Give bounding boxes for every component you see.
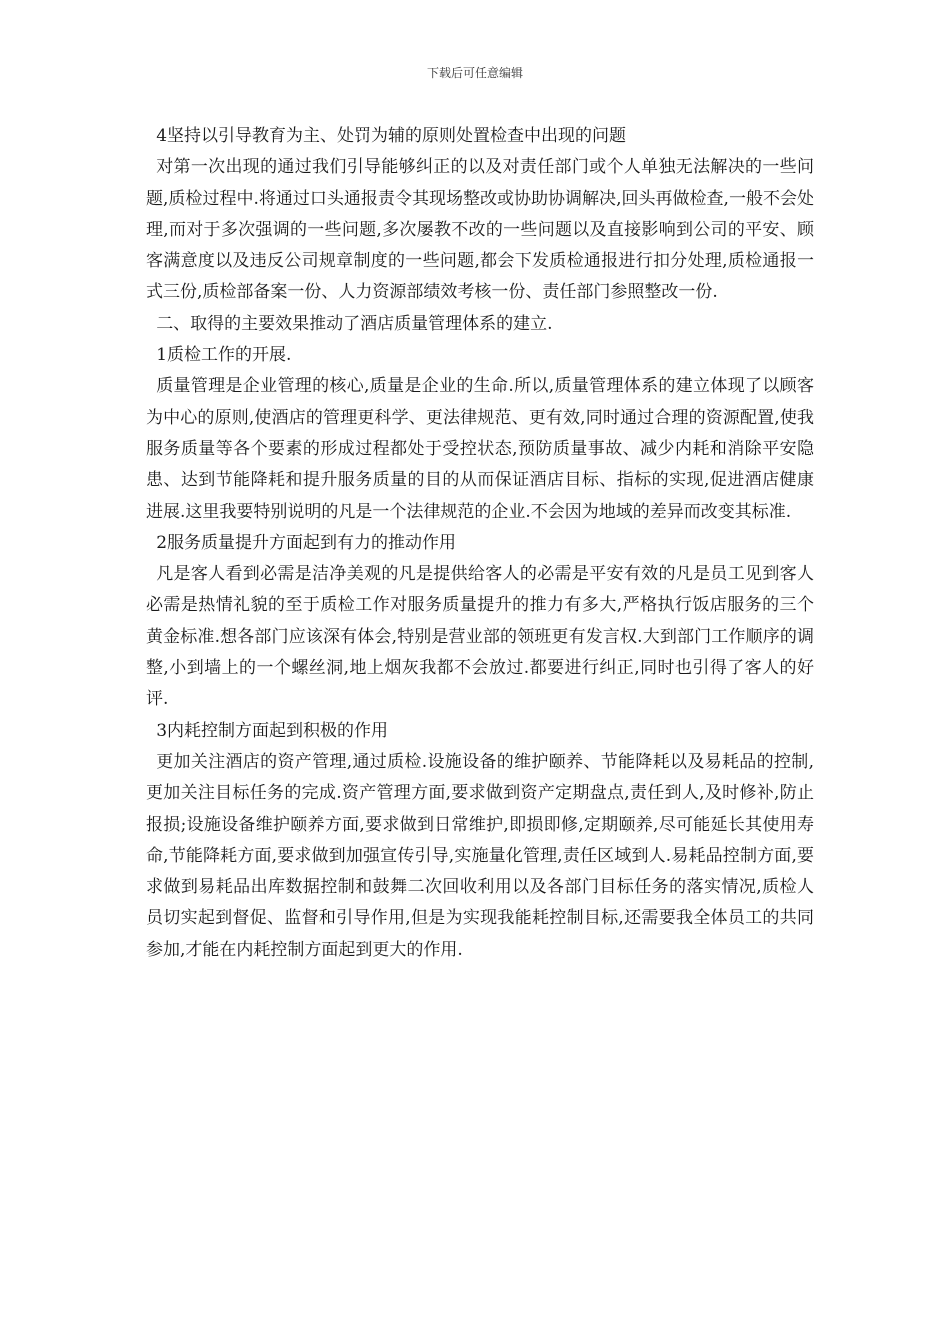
- paragraph-heading-3: 3内耗控制方面起到积极的作用: [156, 720, 389, 741]
- page-header-note: 下载后可任意编辑: [426, 66, 523, 80]
- section-heading-2: 二、取得的主要效果推动了酒店质量管理体系的建立.: [156, 313, 553, 334]
- paragraph-heading-4: 4坚持以引导教育为主、处罚为辅的原则处置检查中出现的问题: [156, 126, 627, 146]
- paragraph-body: 对第一次出现的通过我们引导能够纠正的以及对责任部门或个人单独无法解决的一些问题,质检过程中.将通过口头通报责令其现场整改或协助协调解决,回头再做检查,一般不会处理,而对于多次强调的一些问题,多次屡教不改的一些问题以及直接影响到公司的平安、顾客满意度以及违反公司规章制度的一些问题,都会下发质检通报进行扣分处理,质检通报一式三份,质检部备案一份、人力资源部绩效考核一份、责任部门参照整改一份.: [146, 157, 814, 303]
- document-body: [146, 121, 814, 966]
- paragraph-body: 凡是客人看到必需是洁净美观的凡是提供给客人的必需是平安有效的凡是员工见到客人必需是热情礼貌的至于质检工作对服务质量提升的推力有多大,严格执行饭店服务的三个黄金标准.想各部门应该深有体会,特别是营业部的领班更有发言权.大到部门工作顺序的调整,小到墙上的一个螺丝洞,地上烟灰我都不会放过.都要进行纠正,同时也引得了客人的好评.: [146, 564, 814, 710]
- paragraph-body: 质量管理是企业管理的核心,质量是企业的生命.所以,质量管理体系的建立体现了以顾客为中心的原则,使酒店的管理更科学、更法律规范、更有效,同时通过合理的资源配置,使我服务质量等各个要素的形成过程都处于受控状态,预防质量事故、减少内耗和消除平安隐患、达到节能降耗和提升服务质量的目的从而保证酒店目标、指标的实现,促进酒店健康进展.这里我要特别说明的凡是一个法律规范的企业.不会因为地域的差异而改变其标准.: [146, 376, 814, 522]
- paragraph-heading-1: 1质检工作的开展.: [156, 345, 292, 366]
- paragraph-heading-2: 2服务质量提升方面起到有力的推动作用: [156, 532, 457, 553]
- paragraph-body: 更加关注酒店的资产管理,通过质检.设施设备的维护颐养、节能降耗以及易耗品的控制,更加关注目标任务的完成.资产管理方面,要求做到资产定期盘点,责任到人,及时修补,防止报损;设施设备维护颐养方面,要求做到日常维护,即损即修,定期颐养,尽可能延长其使用寿命,节能降耗方面,要求做到加强宣传引导,实施量化管理,责任区域到人.易耗品控制方面,要求做到易耗品出库数据控制和鼓舞二次回收利用以及各部门目标任务的落实情况,质检人员切实起到督促、监督和引导作用,但是为实现我能耗控制目标,还需要我全体员工的共同参加,才能在内耗控制方面起到更大的作用.: [146, 751, 814, 960]
